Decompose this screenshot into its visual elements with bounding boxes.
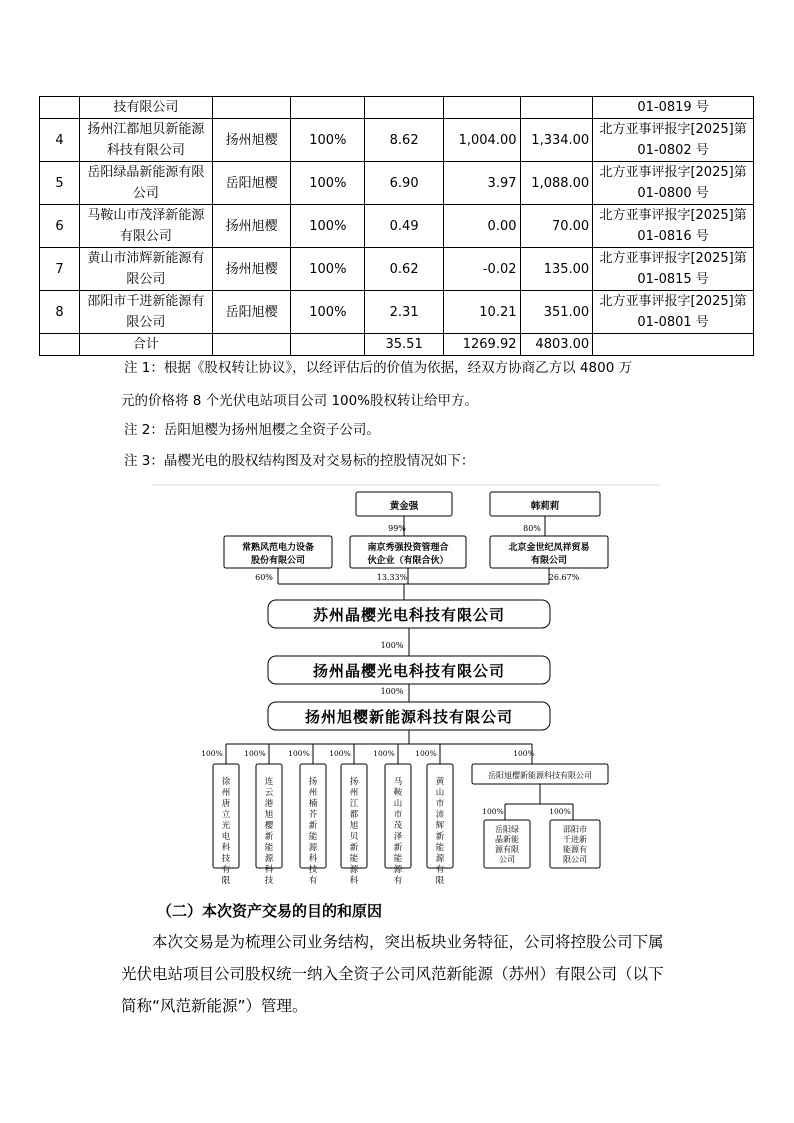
total-c: 4803.00 [520, 334, 593, 356]
yy-pct-1: 100% [482, 807, 504, 816]
cell-report: 北方亚事评报字[2025]第01-0801 号 [593, 291, 754, 334]
note-1 [124, 358, 632, 378]
cell-company: 黄山市沛辉新能源有限公司 [80, 248, 213, 291]
sub-pct-6: 100% [415, 749, 437, 758]
subsidiary-6: 黄山市沛辉新能源有限 [435, 777, 445, 884]
cell-ratio: 100% [291, 248, 365, 291]
cell-c: 1,334.00 [520, 119, 593, 162]
share3-line2: 有限公司 [530, 556, 568, 566]
cell-a: 0.49 [365, 205, 444, 248]
cell-company: 岳阳绿晶新能源有限公司 [80, 162, 213, 205]
subsidiary-2: 连云港旭樱新能源科技 [264, 777, 274, 884]
yy-sub-2-line-2: 千进新 [563, 835, 587, 844]
cell-b: -0.02 [443, 248, 520, 291]
yy-sub-1-line-4: 公司 [499, 855, 515, 864]
cell-a: 0.62 [365, 248, 444, 291]
cell-company: 马鞍山市茂泽新能源有限公司 [80, 205, 213, 248]
cell-b: 1,004.00 [443, 119, 520, 162]
para-line-2: 光伏电站项目公司股权统一纳入全资子公司风范新能源（苏州）有限公司（以下 [121, 965, 664, 983]
sub-pct-5: 100% [373, 749, 395, 758]
cell-a [365, 97, 444, 119]
cell-b: 3.97 [443, 162, 520, 205]
note-1-line-1: 注 1：根据《股权转让协议》，以经评估后的价值为依据，经双方协商乙方以 4800 万 [124, 360, 633, 376]
cell-holder: 扬州旭樱 [212, 119, 291, 162]
suzhou-label: 苏州晶樱光电科技有限公司 [312, 606, 506, 624]
yangzhou-jy-label: 扬州晶樱光电科技有限公司 [312, 662, 506, 680]
cell-b: 10.21 [443, 291, 520, 334]
table-row [40, 205, 754, 248]
cell-report: 北方亚事评报字[2025]第01-0802 号 [593, 119, 754, 162]
share1-line2: 股份有限公司 [250, 556, 306, 566]
cell-holder: 扬州旭樱 [212, 248, 291, 291]
pct-person-1: 99% [388, 524, 406, 533]
note-2: 注 2：岳阳旭樱为扬州旭樱之全资子公司。 [124, 422, 380, 438]
subsidiary-1: 徐州唐立光电科技有限 [221, 777, 231, 884]
cell-holder: 扬州旭樱 [212, 205, 291, 248]
cell-no: 8 [40, 291, 80, 334]
sub-pct-3: 100% [288, 749, 310, 758]
cell-ratio: 100% [291, 119, 365, 162]
pct-yangzhou: 100% [380, 687, 404, 696]
cell-ratio [291, 97, 365, 119]
yueyang-label: 岳阳旭樱新能源科技有限公司 [488, 771, 592, 780]
share1-line1: 常熟风范电力设备 [241, 543, 315, 553]
cell-c: 351.00 [520, 291, 593, 334]
pct-share-3: 26.67% [548, 573, 580, 582]
sub-pct-2: 100% [244, 749, 266, 758]
cell-no: 5 [40, 162, 80, 205]
table-row [40, 119, 754, 162]
table-row [40, 97, 754, 119]
table-row [40, 291, 754, 334]
share2-line1: 南京秀强投资管理合 [367, 543, 449, 553]
cell-holder: 岳阳旭樱 [212, 162, 291, 205]
para-line-1: 本次交易是为梳理公司业务结构，突出板块业务特征，公司将控股公司下属 [152, 933, 664, 951]
cell-c: 1,088.00 [520, 162, 593, 205]
equity-transfer-table [39, 96, 754, 356]
cell-a: 2.31 [365, 291, 444, 334]
pct-share-1: 60% [255, 573, 273, 582]
cell-holder: 岳阳旭樱 [212, 291, 291, 334]
cell-b: 0.00 [443, 205, 520, 248]
sub-pct-1: 100% [201, 749, 223, 758]
cell-no: 4 [40, 119, 80, 162]
cell-c: 70.00 [520, 205, 593, 248]
total-a: 35.51 [365, 334, 444, 356]
yy-sub-1-line-2: 晶新能 [495, 835, 519, 844]
cell-report: 01-0819 号 [593, 97, 754, 119]
equity-structure-chart [152, 484, 662, 884]
cell-holder [212, 97, 291, 119]
cell-ratio: 100% [291, 291, 365, 334]
subsidiary-3: 扬州楠芥新能源科技有 [308, 777, 318, 884]
pct-suzhou: 100% [380, 641, 404, 650]
cell-company: 扬州江都旭贝新能源科技有限公司 [80, 119, 213, 162]
cell-company: 技有限公司 [80, 97, 213, 119]
cell-no [40, 97, 80, 119]
cell-ratio: 100% [291, 205, 365, 248]
person-2: 韩莉莉 [530, 501, 560, 512]
share2-line2: 伙企业（有限合伙） [367, 556, 449, 566]
subsidiary-4: 扬州江都旭贝新能源科 [349, 777, 359, 884]
cell-report: 北方亚事评报字[2025]第01-0816 号 [593, 205, 754, 248]
yy-sub-1-line-3: 源有限 [495, 845, 519, 854]
person-1: 黄金强 [389, 501, 419, 512]
total-b: 1269.92 [443, 334, 520, 356]
cell-c: 135.00 [520, 248, 593, 291]
yangzhou-xy-label: 扬州旭樱新能源科技有限公司 [304, 708, 514, 726]
pct-share-2: 13.33% [376, 573, 408, 582]
yy-sub-1-line-1: 岳阳绿 [495, 825, 519, 834]
total-blank [40, 334, 80, 356]
sub-pct-4: 100% [329, 749, 351, 758]
cell-report: 北方亚事评报字[2025]第01-0815 号 [593, 248, 754, 291]
yy-pct-2: 100% [549, 807, 571, 816]
cell-b [443, 97, 520, 119]
para-line-3: 简称“风范新能源”）管理。 [121, 997, 308, 1015]
yy-sub-2-line-3: 能源有 [563, 845, 587, 854]
sub-pct-7: 100% [513, 749, 535, 758]
cell-c [520, 97, 593, 119]
yy-sub-2-line-1: 邵阳市 [563, 825, 587, 834]
yy-sub-2-line-4: 限公司 [563, 855, 587, 864]
cell-company: 邵阳市千进新能源有限公司 [80, 291, 213, 334]
section-title: （二）本次资产交易的目的和原因 [157, 902, 383, 920]
total-row [40, 334, 754, 356]
note-3: 注 3：晶樱光电的股权结构图及对交易标的控股情况如下： [124, 453, 475, 469]
table-row [40, 162, 754, 205]
cell-no: 7 [40, 248, 80, 291]
cell-report: 北方亚事评报字[2025]第01-0800 号 [593, 162, 754, 205]
cell-a: 8.62 [365, 119, 444, 162]
cell-a: 6.90 [365, 162, 444, 205]
subsidiary-5: 马鞍山市茂泽新能源有 [393, 777, 403, 884]
cell-ratio: 100% [291, 162, 365, 205]
cell-no: 6 [40, 205, 80, 248]
table-row [40, 248, 754, 291]
pct-person-2: 80% [523, 524, 541, 533]
share3-line1: 北京金世纪凤祥贸易 [508, 543, 590, 553]
note-1-line-2: 元的价格将 8 个光伏电站项目公司 100%股权转让给甲方。 [121, 393, 479, 409]
total-label: 合计 [80, 334, 213, 356]
